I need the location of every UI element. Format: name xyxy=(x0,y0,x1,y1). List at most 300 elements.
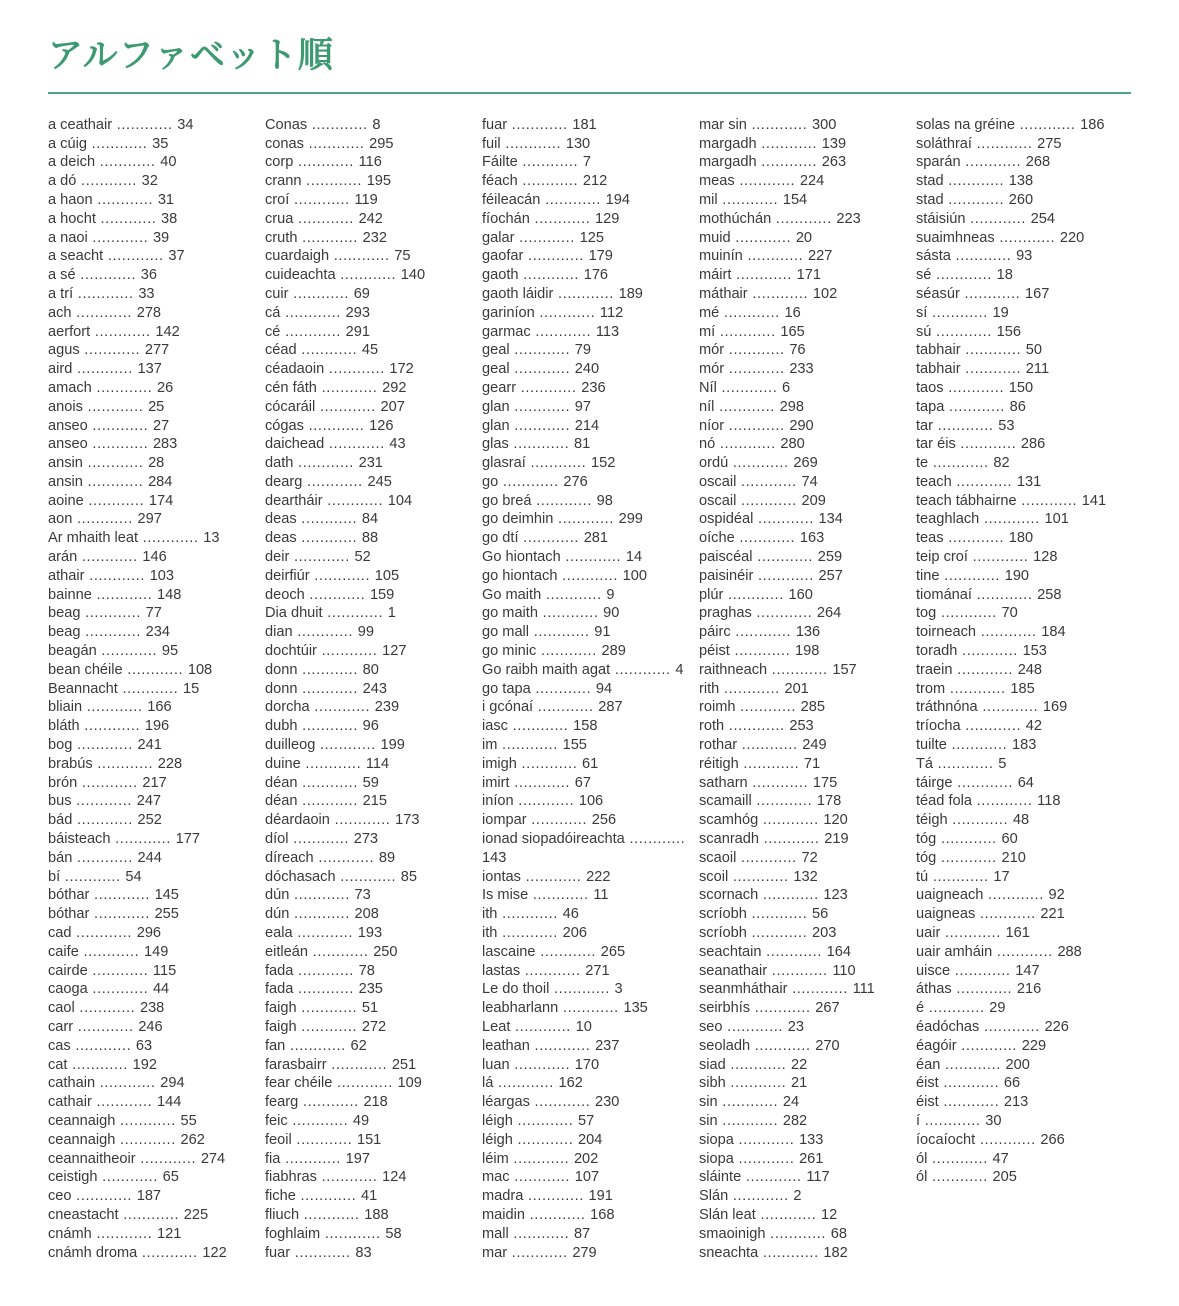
index-entry[interactable] xyxy=(48,849,259,868)
index-entry[interactable] xyxy=(265,1037,476,1056)
index-entry[interactable] xyxy=(48,943,259,962)
index-entry[interactable] xyxy=(48,548,259,567)
index-entry[interactable] xyxy=(916,661,1145,680)
index-entry[interactable] xyxy=(482,529,693,548)
index-entry[interactable] xyxy=(699,642,910,661)
index-entry[interactable] xyxy=(916,792,1145,811)
index-entry[interactable] xyxy=(916,849,1145,868)
index-entry[interactable] xyxy=(916,172,1145,191)
index-entry[interactable] xyxy=(48,567,259,586)
index-entry[interactable] xyxy=(265,492,476,511)
index-entry[interactable] xyxy=(699,510,910,529)
index-entry[interactable] xyxy=(265,341,476,360)
index-entry[interactable] xyxy=(265,1168,476,1187)
index-entry[interactable] xyxy=(699,736,910,755)
index-entry[interactable] xyxy=(48,661,259,680)
index-entry[interactable] xyxy=(265,1244,476,1263)
index-entry[interactable] xyxy=(699,172,910,191)
index-entry[interactable] xyxy=(699,1074,910,1093)
index-entry[interactable] xyxy=(699,886,910,905)
index-entry[interactable] xyxy=(265,266,476,285)
index-entry[interactable] xyxy=(265,661,476,680)
index-entry[interactable] xyxy=(265,567,476,586)
index-entry[interactable] xyxy=(265,811,476,830)
index-entry[interactable] xyxy=(916,830,1145,849)
index-entry[interactable] xyxy=(482,1093,693,1112)
index-entry[interactable] xyxy=(916,868,1145,887)
index-entry[interactable] xyxy=(916,604,1145,623)
index-entry[interactable] xyxy=(482,868,693,887)
index-entry[interactable] xyxy=(48,492,259,511)
index-entry[interactable] xyxy=(482,1131,693,1150)
index-entry[interactable] xyxy=(48,886,259,905)
index-entry[interactable] xyxy=(482,266,693,285)
index-entry[interactable] xyxy=(48,304,259,323)
index-entry[interactable] xyxy=(482,792,693,811)
index-entry[interactable] xyxy=(916,774,1145,793)
index-entry[interactable] xyxy=(48,868,259,887)
index-entry[interactable] xyxy=(482,360,693,379)
index-entry[interactable] xyxy=(48,774,259,793)
index-entry[interactable] xyxy=(916,529,1145,548)
index-entry[interactable] xyxy=(482,999,693,1018)
index-entry[interactable] xyxy=(48,191,259,210)
index-entry[interactable] xyxy=(699,135,910,154)
index-entry[interactable] xyxy=(482,379,693,398)
index-entry[interactable] xyxy=(265,604,476,623)
index-entry[interactable] xyxy=(265,1093,476,1112)
index-entry[interactable] xyxy=(48,1056,259,1075)
index-entry[interactable] xyxy=(265,755,476,774)
index-entry[interactable] xyxy=(482,623,693,642)
index-entry[interactable] xyxy=(916,567,1145,586)
index-entry[interactable] xyxy=(699,1168,910,1187)
index-entry[interactable] xyxy=(699,492,910,511)
index-entry[interactable] xyxy=(48,905,259,924)
index-entry[interactable] xyxy=(48,604,259,623)
index-entry[interactable] xyxy=(265,586,476,605)
index-entry[interactable] xyxy=(916,623,1145,642)
index-entry[interactable] xyxy=(48,360,259,379)
index-entry[interactable] xyxy=(699,323,910,342)
index-entry[interactable] xyxy=(265,360,476,379)
index-entry[interactable] xyxy=(265,943,476,962)
index-entry[interactable] xyxy=(482,774,693,793)
index-entry[interactable] xyxy=(265,680,476,699)
index-entry[interactable] xyxy=(482,172,693,191)
index-entry[interactable] xyxy=(699,1037,910,1056)
index-entry[interactable] xyxy=(699,1206,910,1225)
index-entry[interactable] xyxy=(699,980,910,999)
index-entry[interactable] xyxy=(916,379,1145,398)
index-entry[interactable] xyxy=(482,980,693,999)
index-entry[interactable] xyxy=(699,1131,910,1150)
index-entry[interactable] xyxy=(699,849,910,868)
index-entry[interactable] xyxy=(699,285,910,304)
index-entry[interactable] xyxy=(699,792,910,811)
index-entry[interactable] xyxy=(48,1150,259,1169)
index-entry[interactable] xyxy=(916,1112,1145,1131)
index-entry[interactable] xyxy=(482,304,693,323)
index-entry[interactable] xyxy=(265,642,476,661)
index-entry[interactable] xyxy=(916,435,1145,454)
index-entry[interactable] xyxy=(48,417,259,436)
index-entry[interactable] xyxy=(265,510,476,529)
index-entry[interactable] xyxy=(265,1131,476,1150)
index-entry[interactable] xyxy=(699,604,910,623)
index-entry[interactable] xyxy=(482,191,693,210)
index-entry[interactable] xyxy=(482,1150,693,1169)
index-entry[interactable] xyxy=(916,905,1145,924)
index-entry[interactable] xyxy=(699,548,910,567)
index-entry[interactable] xyxy=(48,1037,259,1056)
index-entry[interactable] xyxy=(699,1112,910,1131)
index-entry[interactable] xyxy=(699,755,910,774)
index-entry[interactable] xyxy=(699,529,910,548)
index-entry[interactable] xyxy=(699,304,910,323)
index-entry[interactable] xyxy=(482,1187,693,1206)
index-entry[interactable] xyxy=(482,153,693,172)
index-entry[interactable] xyxy=(48,510,259,529)
index-entry[interactable] xyxy=(482,886,693,905)
index-entry[interactable] xyxy=(265,379,476,398)
index-entry[interactable] xyxy=(48,1131,259,1150)
index-entry[interactable] xyxy=(482,454,693,473)
index-entry[interactable] xyxy=(482,717,693,736)
index-entry[interactable] xyxy=(48,1018,259,1037)
index-entry[interactable] xyxy=(699,1093,910,1112)
index-entry[interactable] xyxy=(48,1244,259,1263)
index-entry[interactable] xyxy=(48,1074,259,1093)
index-entry[interactable] xyxy=(48,135,259,154)
index-entry[interactable] xyxy=(48,379,259,398)
index-entry[interactable] xyxy=(265,924,476,943)
index-entry[interactable] xyxy=(916,943,1145,962)
index-entry[interactable] xyxy=(916,210,1145,229)
index-entry[interactable] xyxy=(482,548,693,567)
index-entry[interactable] xyxy=(699,623,910,642)
index-entry[interactable] xyxy=(265,1018,476,1037)
index-entry[interactable] xyxy=(699,1187,910,1206)
index-entry[interactable] xyxy=(48,680,259,699)
index-entry[interactable] xyxy=(48,210,259,229)
index-entry[interactable] xyxy=(916,473,1145,492)
index-entry[interactable] xyxy=(916,1168,1145,1187)
index-entry[interactable] xyxy=(916,1056,1145,1075)
index-entry[interactable] xyxy=(482,811,693,830)
index-entry[interactable] xyxy=(916,153,1145,172)
index-entry[interactable] xyxy=(265,323,476,342)
index-entry[interactable] xyxy=(916,755,1145,774)
index-entry[interactable] xyxy=(265,229,476,248)
index-entry[interactable] xyxy=(699,435,910,454)
index-entry[interactable] xyxy=(699,247,910,266)
index-entry[interactable] xyxy=(699,905,910,924)
index-entry[interactable] xyxy=(916,304,1145,323)
index-entry[interactable] xyxy=(482,680,693,699)
index-entry[interactable] xyxy=(48,736,259,755)
index-entry[interactable] xyxy=(48,247,259,266)
index-entry[interactable] xyxy=(265,210,476,229)
index-entry[interactable] xyxy=(482,1168,693,1187)
index-entry[interactable] xyxy=(482,943,693,962)
index-entry[interactable] xyxy=(482,1018,693,1037)
index-entry[interactable] xyxy=(48,1093,259,1112)
index-entry[interactable] xyxy=(482,492,693,511)
index-entry[interactable] xyxy=(265,717,476,736)
index-entry[interactable] xyxy=(482,510,693,529)
index-entry[interactable] xyxy=(265,792,476,811)
index-entry[interactable] xyxy=(265,999,476,1018)
index-entry[interactable] xyxy=(699,266,910,285)
index-entry[interactable] xyxy=(48,323,259,342)
index-entry[interactable] xyxy=(699,341,910,360)
index-entry[interactable] xyxy=(482,435,693,454)
index-entry[interactable] xyxy=(916,510,1145,529)
index-entry[interactable] xyxy=(916,116,1145,135)
index-entry[interactable] xyxy=(265,623,476,642)
index-entry[interactable] xyxy=(265,116,476,135)
index-entry[interactable] xyxy=(482,398,693,417)
index-entry[interactable] xyxy=(48,116,259,135)
index-entry[interactable] xyxy=(482,736,693,755)
index-entry[interactable] xyxy=(699,1018,910,1037)
index-entry[interactable] xyxy=(916,962,1145,981)
index-entry[interactable] xyxy=(265,1225,476,1244)
index-entry[interactable] xyxy=(916,135,1145,154)
index-entry[interactable] xyxy=(482,417,693,436)
index-entry[interactable] xyxy=(916,285,1145,304)
index-entry[interactable] xyxy=(699,717,910,736)
index-entry[interactable] xyxy=(48,1112,259,1131)
index-entry[interactable] xyxy=(482,1074,693,1093)
index-entry[interactable] xyxy=(482,661,693,680)
index-entry[interactable] xyxy=(48,435,259,454)
index-entry[interactable] xyxy=(699,229,910,248)
index-entry[interactable] xyxy=(265,1056,476,1075)
index-entry[interactable] xyxy=(916,191,1145,210)
index-entry[interactable] xyxy=(699,586,910,605)
index-entry[interactable] xyxy=(48,755,259,774)
index-entry[interactable] xyxy=(48,454,259,473)
index-entry[interactable] xyxy=(48,811,259,830)
index-entry[interactable] xyxy=(265,435,476,454)
index-entry[interactable] xyxy=(48,1187,259,1206)
index-entry[interactable] xyxy=(699,116,910,135)
index-entry[interactable] xyxy=(482,229,693,248)
index-entry[interactable] xyxy=(916,1093,1145,1112)
index-entry[interactable] xyxy=(265,1206,476,1225)
index-entry[interactable] xyxy=(699,943,910,962)
index-entry[interactable] xyxy=(916,266,1145,285)
index-entry[interactable] xyxy=(265,398,476,417)
index-entry[interactable] xyxy=(48,529,259,548)
index-entry[interactable] xyxy=(699,999,910,1018)
index-entry[interactable] xyxy=(699,360,910,379)
index-entry[interactable] xyxy=(916,323,1145,342)
index-entry[interactable] xyxy=(265,454,476,473)
index-entry[interactable] xyxy=(265,1150,476,1169)
index-entry[interactable] xyxy=(699,1150,910,1169)
index-entry[interactable] xyxy=(699,379,910,398)
index-entry[interactable] xyxy=(265,980,476,999)
index-entry[interactable] xyxy=(482,473,693,492)
index-entry[interactable] xyxy=(699,924,910,943)
index-entry[interactable] xyxy=(265,191,476,210)
index-entry[interactable] xyxy=(482,247,693,266)
index-entry[interactable] xyxy=(265,774,476,793)
index-entry[interactable] xyxy=(482,1056,693,1075)
index-entry[interactable] xyxy=(699,774,910,793)
index-entry[interactable] xyxy=(699,454,910,473)
index-entry[interactable] xyxy=(482,1206,693,1225)
index-entry[interactable] xyxy=(916,492,1145,511)
index-entry[interactable] xyxy=(265,548,476,567)
index-entry[interactable] xyxy=(482,323,693,342)
index-entry[interactable] xyxy=(48,285,259,304)
index-entry[interactable] xyxy=(48,623,259,642)
index-entry[interactable] xyxy=(916,229,1145,248)
index-entry[interactable] xyxy=(48,398,259,417)
index-entry[interactable] xyxy=(265,247,476,266)
index-entry[interactable] xyxy=(265,285,476,304)
index-entry[interactable] xyxy=(916,1074,1145,1093)
index-entry[interactable] xyxy=(699,962,910,981)
index-entry[interactable] xyxy=(265,962,476,981)
index-entry[interactable] xyxy=(916,886,1145,905)
index-entry[interactable] xyxy=(48,962,259,981)
index-entry[interactable] xyxy=(48,586,259,605)
index-entry[interactable] xyxy=(265,473,476,492)
index-entry[interactable] xyxy=(48,792,259,811)
index-entry[interactable] xyxy=(916,417,1145,436)
index-entry[interactable] xyxy=(265,698,476,717)
index-entry[interactable] xyxy=(699,830,910,849)
index-entry[interactable] xyxy=(48,924,259,943)
index-entry[interactable] xyxy=(916,398,1145,417)
index-entry[interactable] xyxy=(916,980,1145,999)
index-entry[interactable] xyxy=(699,1056,910,1075)
index-entry[interactable] xyxy=(48,229,259,248)
index-entry[interactable] xyxy=(699,698,910,717)
index-entry[interactable] xyxy=(482,586,693,605)
index-entry[interactable] xyxy=(699,191,910,210)
index-entry[interactable] xyxy=(48,717,259,736)
index-entry[interactable] xyxy=(699,473,910,492)
index-entry[interactable] xyxy=(916,1150,1145,1169)
index-entry[interactable] xyxy=(265,153,476,172)
index-entry[interactable] xyxy=(916,811,1145,830)
index-entry[interactable] xyxy=(482,210,693,229)
index-entry[interactable] xyxy=(916,642,1145,661)
index-entry[interactable] xyxy=(916,360,1145,379)
index-entry[interactable] xyxy=(265,868,476,887)
index-entry[interactable] xyxy=(48,698,259,717)
index-entry[interactable] xyxy=(265,417,476,436)
index-entry[interactable] xyxy=(482,604,693,623)
index-entry[interactable] xyxy=(48,830,259,849)
index-entry[interactable] xyxy=(265,1112,476,1131)
index-entry[interactable] xyxy=(916,698,1145,717)
index-entry[interactable] xyxy=(699,398,910,417)
index-entry[interactable] xyxy=(482,1244,693,1263)
index-entry[interactable] xyxy=(265,736,476,755)
index-entry[interactable] xyxy=(482,567,693,586)
index-entry[interactable] xyxy=(916,1131,1145,1150)
index-entry[interactable] xyxy=(699,680,910,699)
index-entry[interactable] xyxy=(916,680,1145,699)
index-entry[interactable] xyxy=(699,661,910,680)
index-entry[interactable] xyxy=(265,1074,476,1093)
index-entry[interactable] xyxy=(48,266,259,285)
index-entry[interactable] xyxy=(916,548,1145,567)
index-entry[interactable] xyxy=(482,962,693,981)
index-entry[interactable] xyxy=(482,135,693,154)
index-entry[interactable] xyxy=(482,698,693,717)
index-entry[interactable] xyxy=(699,868,910,887)
index-entry[interactable] xyxy=(699,567,910,586)
index-entry[interactable] xyxy=(265,172,476,191)
index-entry[interactable] xyxy=(265,830,476,849)
index-entry[interactable] xyxy=(482,116,693,135)
index-entry[interactable] xyxy=(699,1225,910,1244)
index-entry[interactable] xyxy=(699,1244,910,1263)
index-entry[interactable] xyxy=(916,341,1145,360)
index-entry[interactable] xyxy=(916,924,1145,943)
index-entry[interactable] xyxy=(482,642,693,661)
index-entry[interactable] xyxy=(482,285,693,304)
index-entry[interactable] xyxy=(916,586,1145,605)
index-entry[interactable] xyxy=(482,830,693,868)
index-entry[interactable] xyxy=(48,341,259,360)
index-entry[interactable] xyxy=(265,886,476,905)
index-entry[interactable] xyxy=(699,811,910,830)
index-entry[interactable] xyxy=(482,755,693,774)
index-entry[interactable] xyxy=(916,247,1145,266)
index-entry[interactable] xyxy=(916,736,1145,755)
index-entry[interactable] xyxy=(482,341,693,360)
index-entry[interactable] xyxy=(699,153,910,172)
index-entry[interactable] xyxy=(48,153,259,172)
index-entry[interactable] xyxy=(699,417,910,436)
index-entry[interactable] xyxy=(48,172,259,191)
index-entry[interactable] xyxy=(48,1225,259,1244)
index-entry[interactable] xyxy=(265,905,476,924)
index-entry[interactable] xyxy=(265,304,476,323)
index-entry[interactable] xyxy=(699,210,910,229)
index-entry[interactable] xyxy=(265,1187,476,1206)
index-entry[interactable] xyxy=(482,905,693,924)
index-entry[interactable] xyxy=(916,999,1145,1018)
index-entry[interactable] xyxy=(48,1168,259,1187)
index-entry[interactable] xyxy=(48,642,259,661)
index-entry[interactable] xyxy=(916,1018,1145,1037)
index-entry[interactable] xyxy=(916,454,1145,473)
index-entry[interactable] xyxy=(482,1112,693,1131)
index-entry[interactable] xyxy=(265,135,476,154)
index-entry[interactable] xyxy=(916,1037,1145,1056)
index-entry[interactable] xyxy=(48,980,259,999)
index-entry[interactable] xyxy=(265,849,476,868)
index-entry[interactable] xyxy=(265,529,476,548)
index-entry[interactable] xyxy=(48,999,259,1018)
index-entry[interactable] xyxy=(482,1225,693,1244)
index-entry[interactable] xyxy=(482,924,693,943)
index-entry[interactable] xyxy=(916,717,1145,736)
index-entry[interactable] xyxy=(482,1037,693,1056)
index-entry[interactable] xyxy=(48,1206,259,1225)
index-entry[interactable] xyxy=(48,473,259,492)
